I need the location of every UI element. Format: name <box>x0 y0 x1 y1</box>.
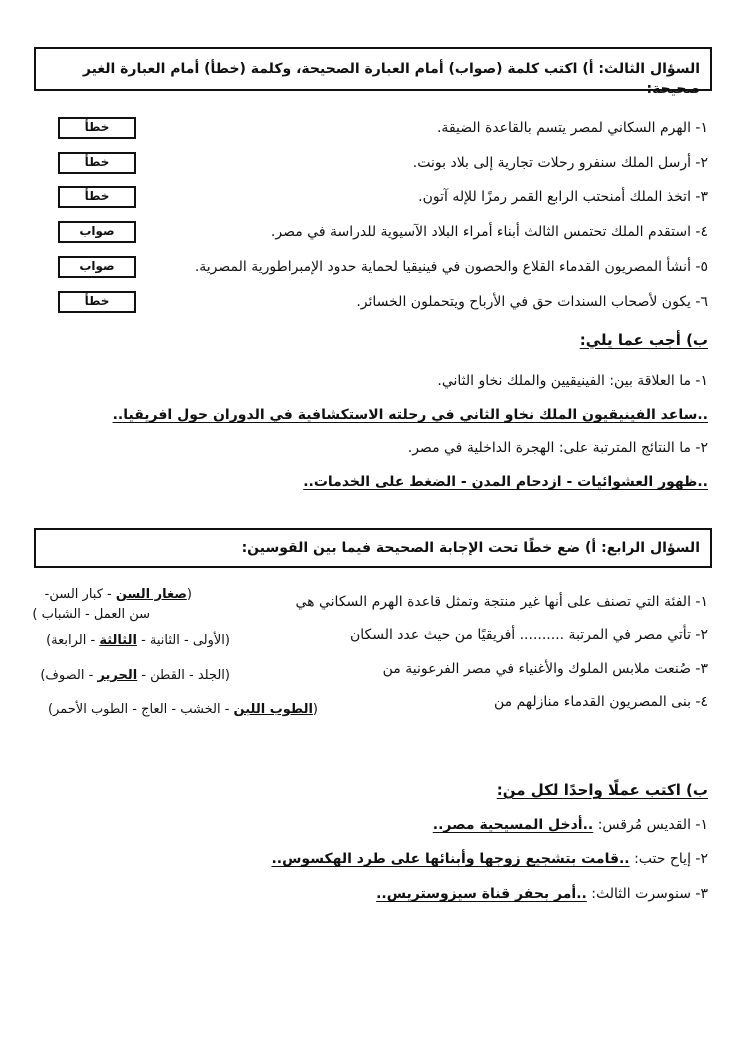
q3-item-5: ٥- أنشأ المصريون القدماء القلاع والحصون في فينيقيا لحماية حدود الإمبراطورية المصرية. <box>194 259 708 275</box>
q4-item-1: ١- الفئة التي تصنف على أنها غير منتجة وتمثل قاعدة الهرم السكاني هي <box>295 594 708 610</box>
q3-part-b-question-2: ٢- ما النتائج المترتبة على: الهجرة الداخلية في مصر. <box>407 440 708 456</box>
q4-options-4 <box>48 702 318 717</box>
q3-answer-box-2[interactable]: خطأ <box>58 152 136 174</box>
q4-options-2-correct[interactable]: الثالثة <box>99 633 137 648</box>
q4-item-4: ٤- بنى المصريون القدماء منازلهم من <box>493 694 708 710</box>
q3-answer-box-6[interactable]: خطأ <box>58 291 136 313</box>
q4-options-1-correct[interactable]: صغار السن <box>115 587 187 602</box>
q3-part-b-answer-1: ..ساعد الفينيقيون الملك نخاو الثاني في رحلته الاستكشافية في الدوران حول افريقيا.. <box>112 407 708 423</box>
q4-options-4-correct[interactable]: الطوب اللبن <box>233 702 313 717</box>
q4-options-3 <box>40 668 230 683</box>
q4-item-2: ٢- تأتي مصر في المرتبة .......... أفريقيًا من حيث عدد السكان <box>349 627 708 643</box>
q4-part-b-label-1: ١- القديس مُرقس: <box>593 817 708 833</box>
q4-part-b-row-1 <box>433 817 708 833</box>
q3-item-6: ٦- يكون لأصحاب السندات حق في الأرباح ويتحملون الخسائر. <box>356 294 708 310</box>
q4-item-3: ٣- صُنعت ملابس الملوك والأغنياء في مصر الفرعونية من <box>382 661 708 677</box>
q4-header-box <box>34 528 712 568</box>
q4-options-1-open: ( <box>186 587 192 602</box>
q3-item-1: ١- الهرم السكاني لمصر يتسم بالقاعدة الضيقة. <box>436 120 708 136</box>
q3-header: السؤال الثالث: أ) اكتب كلمة (صواب) أمام العبارة الصحيحة، وكلمة (خطأ) أمام العبارة الغير صحيحة: <box>82 61 700 97</box>
q4-header: السؤال الرابع: أ) ضع خطًا تحت الإجابة الصحيحة فيما بين القوسين: <box>241 540 700 556</box>
q4-part-b-answer-1: ..أدخل المسيحية مصر.. <box>432 817 594 833</box>
q3-answer-box-5[interactable]: صواب <box>58 256 136 278</box>
q3-item-2: ٢- أرسل الملك سنفرو رحلات تجارية إلى بلاد بونت. <box>412 155 708 171</box>
q4-options-3-correct[interactable]: الحرير <box>97 668 138 683</box>
q4-part-b-label-3: ٣- سنوسرت الثالث: <box>586 886 708 902</box>
q3-item-3: ٣- اتخذ الملك أمنحتب الرابع القمر رمزًا للإله آتون. <box>418 189 708 205</box>
q4-options-2-after: - الرابعة) <box>46 633 100 648</box>
q4-options-4-before: ( <box>312 702 318 717</box>
q4-options-3-before: (الجلد - القطن - <box>137 668 230 683</box>
q4-part-b-row-3 <box>376 886 708 902</box>
q3-answer-box-3[interactable]: خطأ <box>58 186 136 208</box>
q3-answer-box-1[interactable]: خطأ <box>58 117 136 139</box>
q4-part-b-label-2: ٢- إياح حتب: <box>629 851 708 867</box>
q4-options-1-line2: سن العمل - الشباب ) <box>32 607 150 622</box>
q4-options-3-after: - الصوف) <box>40 668 98 683</box>
q3-header-box <box>34 47 712 97</box>
q4-part-b-row-2 <box>271 851 708 867</box>
q4-options-1 <box>45 587 192 602</box>
q3-item-4: ٤- استقدم الملك تحتمس الثالث أبناء أمراء البلاد الآسيوية للدراسة في مصر. <box>270 224 708 240</box>
q3-part-b-question-1: ١- ما العلاقة بين: الفينيقيين والملك نخاو الثاني. <box>437 373 708 389</box>
q3-part-b-answer-2: ..ظهور العشوائيات - ازدحام المدن - الضغط على الخدمات.. <box>303 474 708 490</box>
q4-part-b-title: ب) اكتب عملًا واحدًا لكل من: <box>496 781 708 799</box>
q4-options-4-after: - الخشب - العاج - الطوب الأحمر) <box>47 702 234 717</box>
q3-answer-box-4[interactable]: صواب <box>58 221 136 243</box>
q3-part-b-title: ب) أجب عما يلي: <box>579 331 708 349</box>
q4-part-b-answer-3: ..أمر بحفر قناة سيزوستريس.. <box>376 886 587 902</box>
q4-options-2-before: (الأولى - الثانية - <box>136 633 230 648</box>
q4-options-2 <box>46 633 230 648</box>
q4-options-1-rest: - كبار السن- <box>44 587 116 602</box>
q4-part-b-answer-2: ..قامت بتشجيع زوجها وأبنائها على طرد الهكسوس.. <box>271 851 630 867</box>
